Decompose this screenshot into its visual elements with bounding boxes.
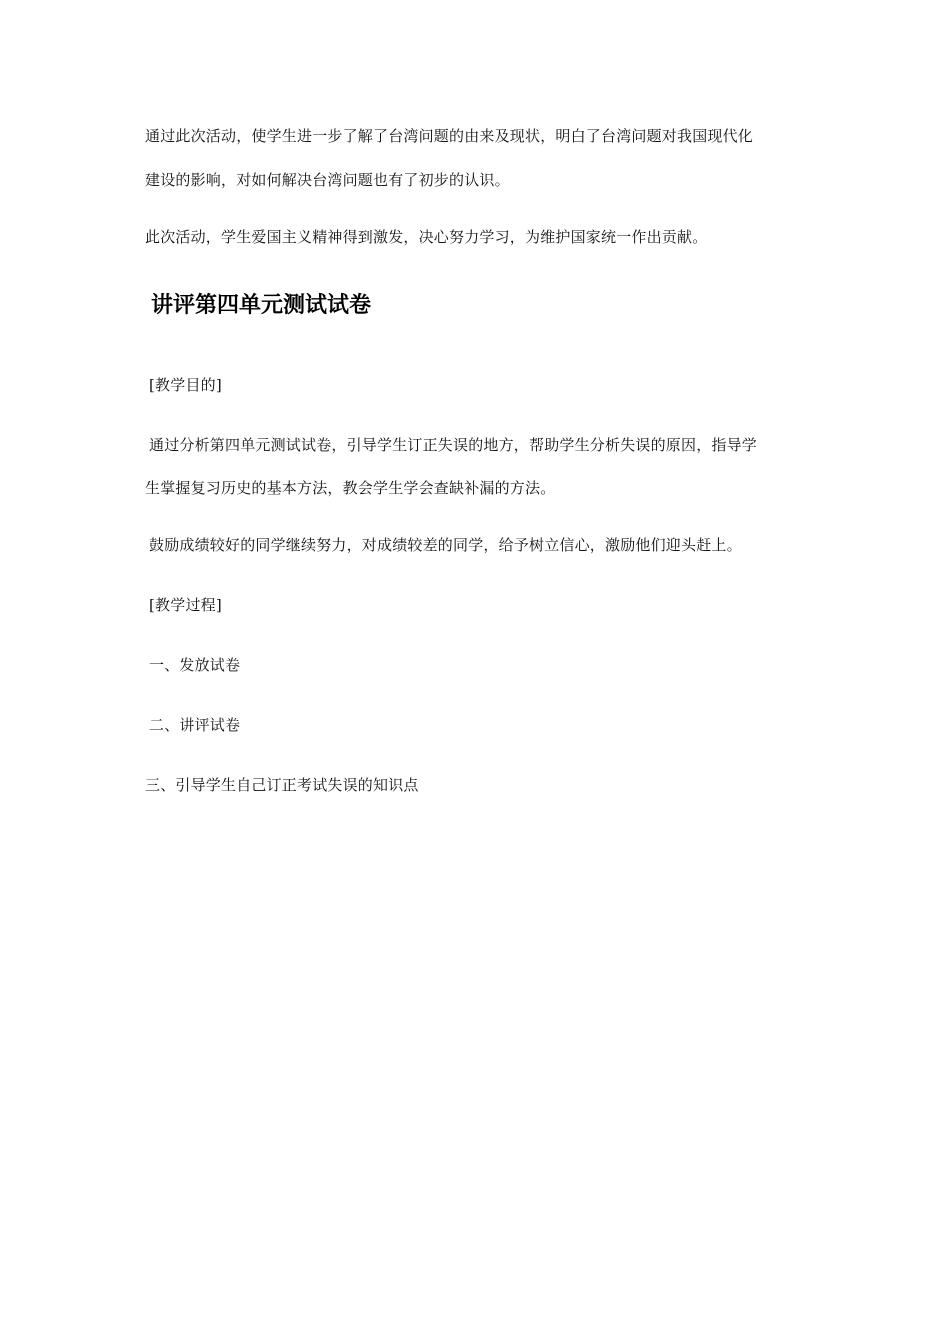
goal-paragraph-1-line-2: 生掌握复习历史的基本方法，教会学生学会查缺补漏的方法。 bbox=[145, 479, 556, 497]
section-title: 讲评第四单元测试试卷 bbox=[151, 293, 372, 318]
intro-paragraph-1-line-1: 通过此次活动，使学生进一步了解了台湾问题的由来及现状，明白了台湾问题对我国现代化 bbox=[145, 127, 754, 145]
process-step-2: 二、讲评试卷 bbox=[149, 716, 241, 734]
intro-paragraph-2: 此次活动，学生爱国主义精神得到激发，决心努力学习，为维护国家统一作出贡献。 bbox=[145, 228, 708, 246]
intro-paragraph-1-line-2: 建设的影响，对如何解决台湾问题也有了初步的认识。 bbox=[145, 171, 510, 189]
process-label: [教学过程] bbox=[149, 596, 222, 614]
goal-paragraph-1-line-1: 通过分析第四单元测试试卷，引导学生订正失误的地方，帮助学生分析失误的原因，指导学 bbox=[149, 436, 758, 454]
goal-label: [教学目的] bbox=[149, 376, 222, 394]
process-step-1: 一、发放试卷 bbox=[149, 656, 241, 674]
process-step-3: 三、引导学生自己订正考试失误的知识点 bbox=[145, 776, 419, 794]
goal-paragraph-2: 鼓励成绩较好的同学继续努力，对成绩较差的同学，给予树立信心，激励他们迎头赶上。 bbox=[149, 536, 742, 554]
